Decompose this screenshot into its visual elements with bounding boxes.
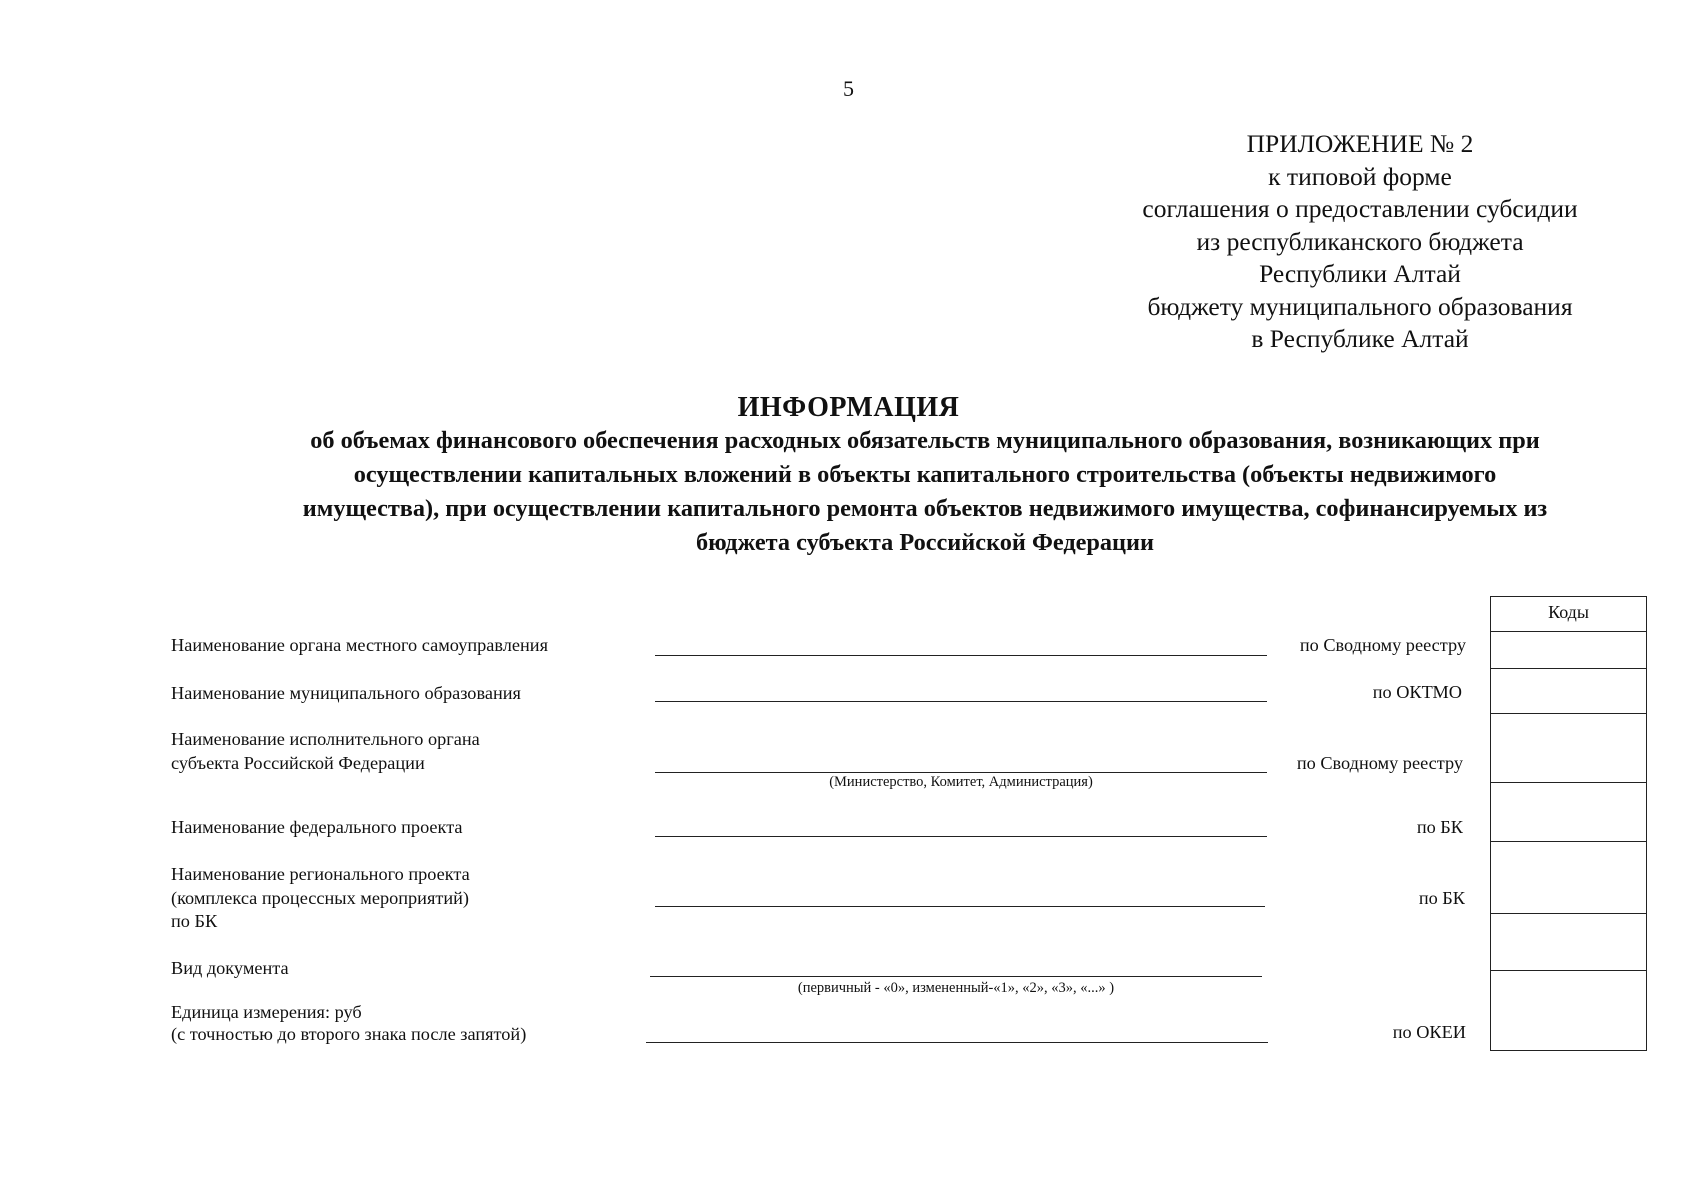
- field-label-local-gov: Наименование органа местного самоуправления: [171, 635, 548, 655]
- field-label-municipality: Наименование муниципального образования: [171, 683, 521, 703]
- appendix-line: соглашения о предоставлении субсидии: [1142, 194, 1578, 223]
- appendix-line: Республики Алтай: [1259, 259, 1461, 288]
- field-label-regional-project-line3: по БК: [171, 911, 218, 931]
- code-label-executive: по Сводному реестру: [1296, 753, 1463, 773]
- field-line-executive[interactable]: [655, 772, 1267, 773]
- appendix-line: к типовой форме: [1268, 161, 1452, 191]
- field-label-doc-type: Вид документа: [171, 958, 289, 978]
- code-cell-executive[interactable]: [1491, 713, 1646, 783]
- appendix-line: ПРИЛОЖЕНИЕ № 2: [1246, 129, 1474, 158]
- code-cell-oktmo[interactable]: [1491, 668, 1646, 714]
- appendix-line: из республиканского бюджета: [1196, 226, 1524, 256]
- field-label-executive-line2: субъекта Российской Федерации: [171, 753, 425, 773]
- code-cell-doc-type[interactable]: [1491, 913, 1646, 971]
- code-label-okei: по ОКЕИ: [1392, 1022, 1466, 1042]
- subtitle-line: осуществлении капитальных вложений в объекты капитального строительства (объекты недвижимого: [353, 461, 1497, 488]
- code-cell-federal-project[interactable]: [1491, 782, 1646, 842]
- field-line-regional-project[interactable]: [655, 906, 1265, 907]
- code-label-regional-project: по БК: [1418, 888, 1465, 908]
- field-line-local-gov[interactable]: [655, 655, 1267, 656]
- code-cell-okei[interactable]: [1491, 970, 1646, 1051]
- field-label-regional-project-line1: Наименование регионального проекта: [171, 864, 470, 884]
- field-label-unit-line2: (с точностью до второго знака после запятой): [171, 1024, 527, 1044]
- codes-header: Коды: [1548, 602, 1589, 622]
- code-cell-regional-project[interactable]: [1491, 841, 1646, 914]
- field-label-federal-project: Наименование федерального проекта: [171, 817, 463, 837]
- codes-table: [1490, 596, 1647, 1051]
- field-line-federal-project[interactable]: [655, 836, 1267, 837]
- code-label-oktmo: по ОКТМО: [1372, 682, 1462, 702]
- document-title: ИНФОРМАЦИЯ: [737, 392, 960, 423]
- document-subtitle: [175, 424, 1675, 560]
- subtitle-line: об объемах финансового обеспечения расходных обязательств муниципального образования, возникающих при: [310, 427, 1540, 454]
- page-number: 5: [843, 76, 854, 101]
- subtitle-line: бюджета субъекта Российской Федерации: [695, 529, 1155, 556]
- appendix-line: бюджету муниципального образования: [1147, 291, 1573, 321]
- field-line-doc-type[interactable]: [650, 976, 1262, 977]
- field-label-regional-project-line2: (комплекса процессных мероприятий): [171, 888, 470, 908]
- subtitle-line: имущества), при осуществлении капитального ремонта объектов недвижимого имущества, софинансируемых из: [302, 495, 1548, 522]
- field-hint-executive: (Министерство, Комитет, Администрация): [829, 774, 1093, 790]
- code-label-federal-project: по БК: [1416, 817, 1463, 837]
- code-cell-local-gov[interactable]: [1491, 631, 1646, 669]
- field-label-unit-line1: Единица измерения: руб: [171, 1002, 362, 1022]
- field-hint-doc-type: (первичный - «0», измененный-«1», «2», «3», «...» ): [797, 980, 1115, 996]
- appendix-line: в Республике Алтай: [1251, 324, 1469, 353]
- field-label-executive-line1: Наименование исполнительного органа: [171, 729, 480, 749]
- field-line-unit[interactable]: [646, 1042, 1268, 1043]
- code-label-local-gov: по Сводному реестру: [1299, 635, 1466, 655]
- appendix-header: [1080, 128, 1640, 356]
- field-line-municipality[interactable]: [655, 701, 1267, 702]
